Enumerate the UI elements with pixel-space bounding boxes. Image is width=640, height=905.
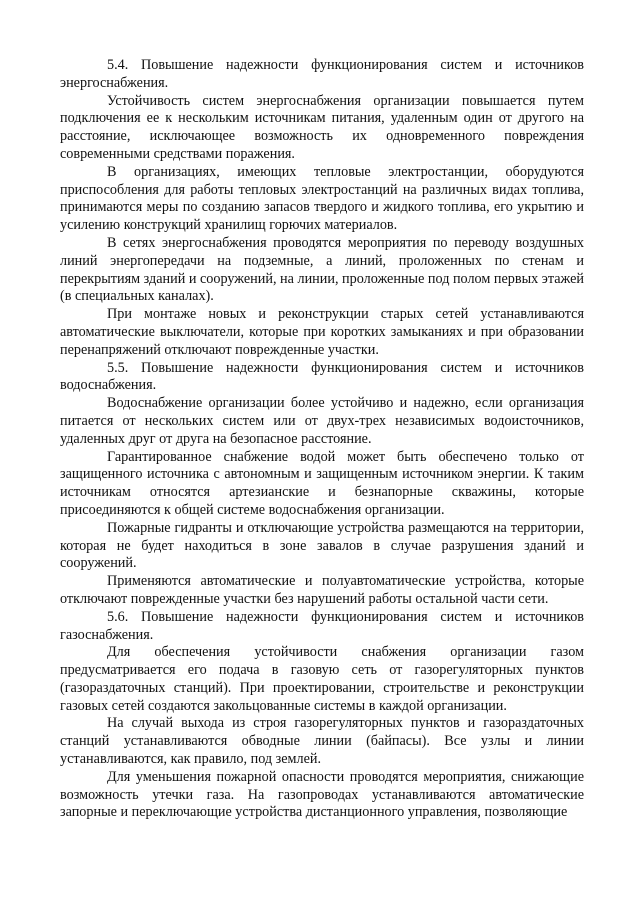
paragraph: Водоснабжение организации более устойчиво и надежно, если организация питается от нескольких систем или от двух-трех независимых водоисточников, удаленных друг от друга на безопасное расстояние. xyxy=(60,395,584,447)
paragraph: В сетях энергоснабжения проводятся мероприятия по переводу воздушных линий энергопередачи на подземные, а линий, проложенных по стенам и перекрытиям зданий и сооружений, на линии, проложенные под полом первых этажей (в специальных каналах). xyxy=(60,234,585,305)
paragraph: Пожарные гидранты и отключающие устройства размещаются на территории, которая не будет находиться в зоне завалов в случае разрушения зданий и сооружений. xyxy=(60,519,584,572)
paragraph: Для уменьшения пожарной опасности проводятся мероприятия, снижающие возможность утечки газа. На газопроводах устанавливаются автоматические запорные и переключающие устройства дистанционного управления, позволяющие xyxy=(60,768,584,821)
paragraph: При монтаже новых и реконструкции старых сетей устанавливаются автоматические выключатели, которые при коротких замыканиях и при образовании перенапряжений отключают поврежденные участки. xyxy=(60,306,584,358)
paragraph: Устойчивость систем энергоснабжения организации повышается путем подключения ее к нескольким источникам питания, удаленным один от другого на расстояние, исключающее возможность их одновременного повреждения современными средствами поражения. xyxy=(60,92,584,162)
paragraph: Применяются автоматические и полуавтоматические устройства, которые отключают поврежденные участки без нарушений работы остальной части сети. xyxy=(60,573,584,607)
paragraph: Для обеспечения устойчивости снабжения организации газом предусматривается его подача в газовую сеть от газорегуляторных пунктов (газораздаточных станций). При проектировании, строительстве и реконструкции газовых сетей создаются закольцованные системы в каждой организации. xyxy=(60,644,584,714)
paragraph: 5.5. Повышение надежности функционирования систем и источников водоснабжения. xyxy=(60,359,584,394)
paragraph: В организациях, имеющих тепловые электростанции, оборудуются приспособления для работы тепловых электростанций на различных видах топлива, принимаются меры по созданию запасов твердого и жидкого топлива, его укрытию и усилению конструкций хранилищ горючих материалов. xyxy=(60,163,584,234)
paragraph: 5.4. Повышение надежности функционирования систем и источников энергоснабжения. xyxy=(60,57,584,91)
paragraph: 5.6. Повышение надежности функционирования систем и источников газоснабжения. xyxy=(60,608,584,643)
document-page xyxy=(60,57,584,822)
paragraph: Гарантированное снабжение водой может быть обеспечено только от защищенного источника с автономным и защищенным источником энергии. К таким источникам относятся артезианские и безнапорные скважины, которые присоединяются к общей системе водоснабжения организации. xyxy=(60,448,584,518)
paragraph: На случай выхода из строя газорегуляторных пунктов и газораздаточных станций устанавливаются обводные линии (байпасы). Все узлы и линии устанавливаются, как правило, под землей. xyxy=(60,715,584,768)
